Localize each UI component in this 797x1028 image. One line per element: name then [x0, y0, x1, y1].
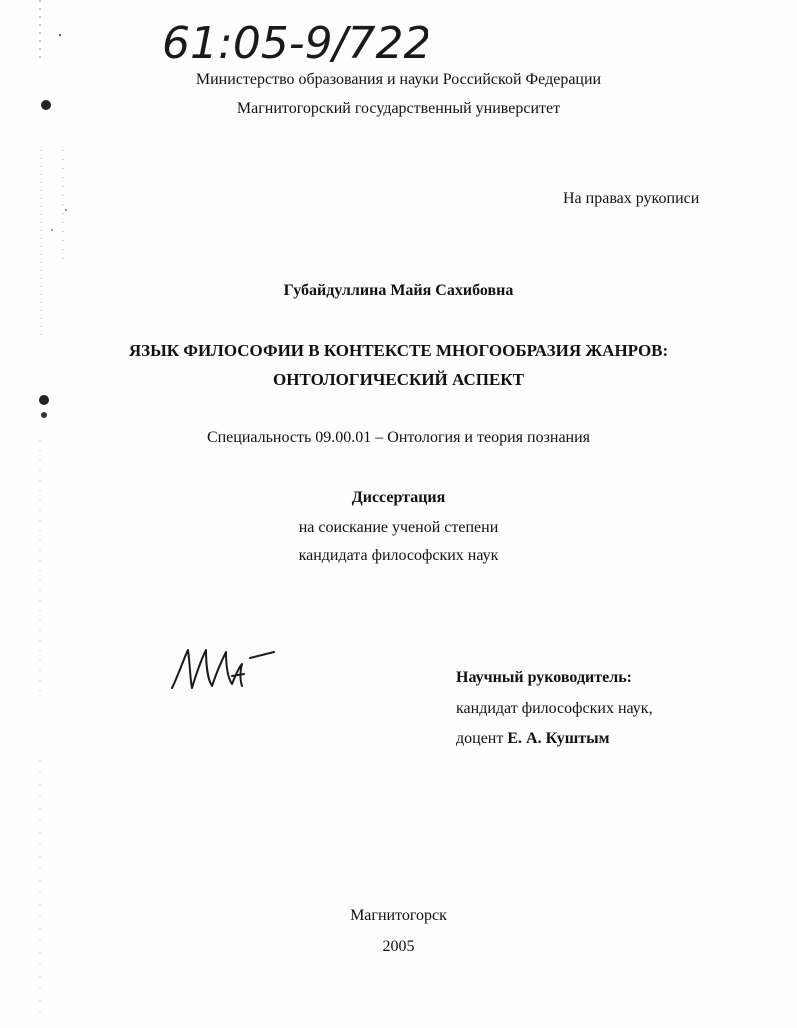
author-name: Губайдуллина Майя Сахибовна [283, 282, 514, 299]
supervisor-label: Научный руководитель: [456, 669, 632, 686]
dissertation-title-line2: ОНТОЛОГИЧЕСКИЙ АСПЕКТ [273, 370, 524, 389]
signature-handwritten [168, 636, 278, 696]
dissertation-label: Диссертация [351, 489, 446, 506]
city-name: Магнитогорск [350, 907, 447, 924]
scan-edge-artifacts [0, 0, 80, 1028]
supervisor-rank: доцент [456, 730, 508, 747]
year: 2005 [382, 938, 415, 955]
supervisor-rank-line [456, 729, 610, 749]
university-name: Магнитогорский государственный университет [236, 100, 561, 117]
manuscript-rights-note: На правах рукописи [563, 190, 700, 207]
dissertation-degree: кандидата философских наук [298, 547, 499, 564]
archive-number-text: 61:05-9/722 [162, 18, 428, 69]
dissertation-title-line1: ЯЗЫК ФИЛОСОФИИ В КОНТЕКСТЕ МНОГООБРАЗИЯ ЖАНРОВ: [128, 341, 669, 360]
supervisor-name: Е. А. Куштым [507, 730, 610, 747]
archive-number-handwritten [158, 8, 428, 78]
dissertation-purpose: на соискание ученой степени [298, 519, 499, 536]
ministry-name: Министерство образования и науки Российской Федерации [195, 71, 602, 88]
supervisor-degree: кандидат философских наук, [456, 700, 653, 717]
specialty-line: Специальность 09.00.01 – Онтология и теория познания [206, 429, 591, 446]
